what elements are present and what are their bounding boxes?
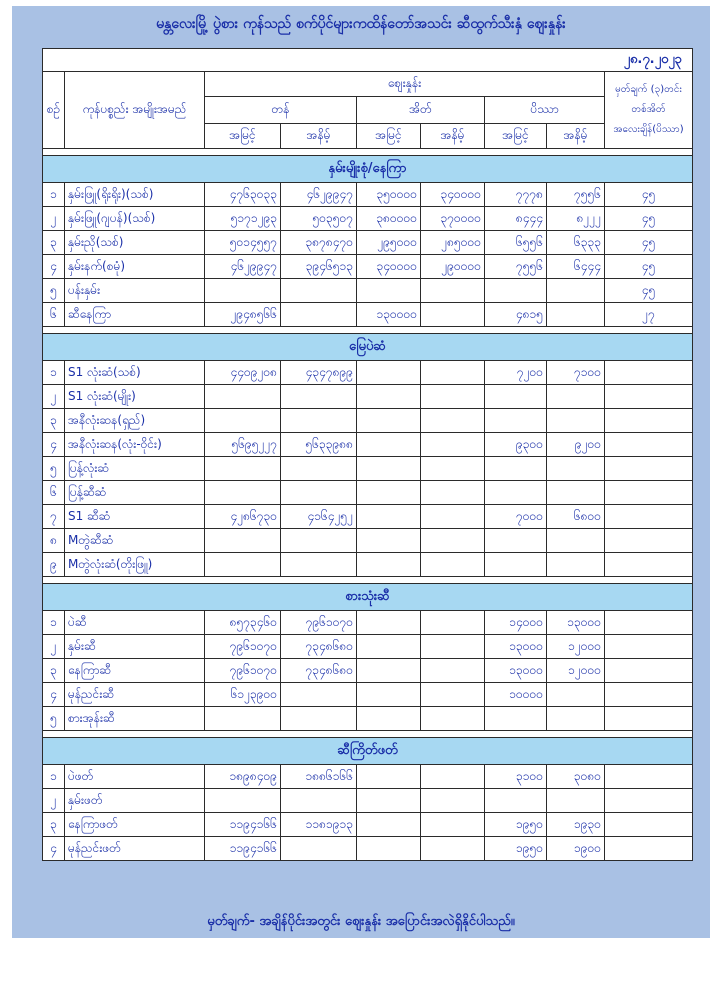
note-value (605, 765, 693, 789)
ton-low: ၃၉၄၆၅၁၃ (281, 255, 357, 279)
section-gap (43, 731, 693, 738)
bag-high (357, 361, 421, 385)
note-value (605, 553, 693, 577)
bag-high (357, 279, 421, 303)
bag-high (357, 707, 421, 731)
ton-header: တန် (205, 97, 357, 124)
bag-low (421, 813, 485, 837)
note-value (605, 611, 693, 635)
table-row (43, 505, 693, 529)
viss-low (547, 385, 605, 409)
section-gap (43, 327, 693, 334)
ton-high (205, 409, 281, 433)
bag-low (421, 385, 485, 409)
bag-low (421, 683, 485, 707)
viss-high: ၁၀၀၀၀ (485, 683, 547, 707)
viss-high (485, 457, 547, 481)
ton-high: ၅၆၉၅၂၂၇ (205, 433, 281, 457)
bag-low: ၃၄၀၀၀၀ (421, 183, 485, 207)
table-row (43, 231, 693, 255)
ton-low (281, 385, 357, 409)
viss-low: ၉၂၀၀ (547, 433, 605, 457)
viss-high: ၁၉၅၀ (485, 837, 547, 861)
item-name: နေကြာဖတ် (65, 813, 205, 837)
viss-high: ၁၄၀၀၀ (485, 611, 547, 635)
note-value (605, 361, 693, 385)
bag-low (421, 635, 485, 659)
bag-low (421, 837, 485, 861)
viss-low (547, 529, 605, 553)
viss-low (547, 789, 605, 813)
table-row (43, 683, 693, 707)
viss-high: ၇၇၇၈ (485, 183, 547, 207)
ton-high (205, 279, 281, 303)
ton-low: ၄၁၆၄၂၅၂ (281, 505, 357, 529)
row-index: ၂ (43, 635, 65, 659)
item-name: Mတွဲဆီဆံ (65, 529, 205, 553)
row-index: ၃ (43, 231, 65, 255)
ton-high: ၁၁၉၄၁၆၆ (205, 813, 281, 837)
item-name: Mတွဲလုံးဆံ(တိုးဖြူ) (65, 553, 205, 577)
table-row (43, 529, 693, 553)
bag-low-header: အနိမ့် (421, 124, 485, 149)
bag-high (357, 553, 421, 577)
bag-low (421, 611, 485, 635)
bag-high (357, 789, 421, 813)
table-row (43, 765, 693, 789)
bag-low (421, 279, 485, 303)
note-value (605, 385, 693, 409)
viss-low: ၆၃၃၃ (547, 231, 605, 255)
viss-low (547, 303, 605, 327)
ton-low: ၇၃၄၈၆၈၀ (281, 659, 357, 683)
ton-low (281, 529, 357, 553)
table-row (43, 481, 693, 505)
row-index: ၅ (43, 707, 65, 731)
row-index: ၉ (43, 553, 65, 577)
ton-low (281, 481, 357, 505)
table-row (43, 303, 693, 327)
note-value (605, 683, 693, 707)
section-gap (43, 577, 693, 584)
viss-low (547, 409, 605, 433)
row-index: ၈ (43, 529, 65, 553)
row-index: ၃ (43, 409, 65, 433)
ton-high (205, 457, 281, 481)
item-name: S1 လုံးဆံ(မျိုး) (65, 385, 205, 409)
row-index: ၅ (43, 279, 65, 303)
bag-high (357, 433, 421, 457)
table-row (43, 611, 693, 635)
bag-header: အိတ် (357, 97, 485, 124)
bag-high (357, 529, 421, 553)
bag-low (421, 361, 485, 385)
ton-high: ၄၄၀၉၂၀၈ (205, 361, 281, 385)
viss-high: ၇၀၀၀ (485, 505, 547, 529)
item-name: နှမ်းနက်(စမုံ) (65, 255, 205, 279)
bag-low: ၃၇၀၀၀၀ (421, 207, 485, 231)
viss-high: ၁၃၀၀၀ (485, 659, 547, 683)
price-sheet (12, 6, 710, 938)
bag-high (357, 659, 421, 683)
bag-high (357, 505, 421, 529)
ton-high (205, 553, 281, 577)
table-row (43, 707, 693, 731)
row-index: ၁ (43, 611, 65, 635)
price-table (42, 48, 693, 861)
note-value: ၄၅ (605, 231, 693, 255)
viss-low (547, 481, 605, 505)
bag-high (357, 765, 421, 789)
viss-low (547, 457, 605, 481)
section-header: မြေပဲဆံ (43, 334, 693, 361)
table-row (43, 385, 693, 409)
viss-low: ၃၀၈၀ (547, 765, 605, 789)
item-name: ပန်းနှမ်း (65, 279, 205, 303)
item-name: ပဲဖတ် (65, 765, 205, 789)
ton-low (281, 837, 357, 861)
row-index: ၁ (43, 765, 65, 789)
ton-low: ၃၈၇၈၄၇၀ (281, 231, 357, 255)
item-header: ကုန်ပစ္စည်း အမျိုးအမည် (65, 72, 205, 149)
item-name: စားအုန်းဆီ (65, 707, 205, 731)
item-name: နှမ်းဆီ (65, 635, 205, 659)
item-name: မုန်ညင်းဖတ် (65, 837, 205, 861)
ton-high: ၇၉၆၁၀၇၀ (205, 659, 281, 683)
item-name: နှမ်းဖြူ(ဂျပန်)(သစ်) (65, 207, 205, 231)
ton-low (281, 683, 357, 707)
viss-low (547, 279, 605, 303)
item-name: မုန်ညင်းဆီ (65, 683, 205, 707)
row-index: ၄ (43, 433, 65, 457)
ton-high (205, 789, 281, 813)
viss-header: ပိဿာ (485, 97, 605, 124)
note-value (605, 433, 693, 457)
bag-high: ၃၄၀၀၀၀ (357, 255, 421, 279)
note-value (605, 635, 693, 659)
ton-low (281, 409, 357, 433)
ton-low: ၇၃၄၈၆၈၀ (281, 635, 357, 659)
item-name: S1 ဆီဆံ (65, 505, 205, 529)
note-value (605, 789, 693, 813)
viss-high (485, 553, 547, 577)
row-index: ၁ (43, 361, 65, 385)
viss-high: ၈၄၄၄ (485, 207, 547, 231)
note-header: မှတ်ချက် (၃)တင်းတစ်အိတ် အလေးချိန်(ပိဿာ) (605, 72, 693, 149)
bag-high (357, 409, 421, 433)
table-row (43, 659, 693, 683)
ton-high (205, 385, 281, 409)
viss-high: ၇၅၅၆ (485, 255, 547, 279)
row-index: ၆ (43, 303, 65, 327)
ton-low: ၅၆၃၃၉၈၈ (281, 433, 357, 457)
bag-low (421, 765, 485, 789)
viss-low (547, 707, 605, 731)
viss-high: ၃၁၀၀ (485, 765, 547, 789)
item-name: အနီလုံးဆန(လုံး-ဝိုင်း) (65, 433, 205, 457)
row-index: ၅ (43, 457, 65, 481)
table-row (43, 183, 693, 207)
viss-high: ၇၂၀၀ (485, 361, 547, 385)
ton-low (281, 279, 357, 303)
ton-high: ၄၂၈၆၇၃၀ (205, 505, 281, 529)
row-index: ၄ (43, 837, 65, 861)
ton-high: ၅၁၇၁၂၉၃ (205, 207, 281, 231)
viss-high (485, 529, 547, 553)
viss-high (485, 707, 547, 731)
viss-low (547, 683, 605, 707)
note-value (605, 457, 693, 481)
note-value (605, 505, 693, 529)
bag-high: ၃၅၀၀၀၀ (357, 183, 421, 207)
table-row (43, 409, 693, 433)
viss-high (485, 409, 547, 433)
row-index: ၃ (43, 659, 65, 683)
viss-high: ၆၅၅၆ (485, 231, 547, 255)
ton-low (281, 457, 357, 481)
table-row (43, 789, 693, 813)
ton-high-header: အမြင့် (205, 124, 281, 149)
ton-high: ၇၉၆၁၀၇၀ (205, 635, 281, 659)
viss-low: ၁၃၀၀၀ (547, 611, 605, 635)
row-index: ၇ (43, 505, 65, 529)
table-row (43, 207, 693, 231)
viss-high (485, 385, 547, 409)
ton-low: ၁၁၈၁၉၁၃ (281, 813, 357, 837)
bag-high (357, 813, 421, 837)
table-row (43, 457, 693, 481)
bag-low (421, 707, 485, 731)
row-index: ၄ (43, 255, 65, 279)
table-row (43, 279, 693, 303)
ton-low-header: အနိမ့် (281, 124, 357, 149)
ton-high: ၆၁၂၃၉၀၀ (205, 683, 281, 707)
viss-low (547, 553, 605, 577)
bag-low (421, 481, 485, 505)
viss-low: ၁၉၃၀ (547, 813, 605, 837)
bag-high (357, 837, 421, 861)
ton-high (205, 481, 281, 505)
viss-low: ၆၄၄၄ (547, 255, 605, 279)
table-row (43, 433, 693, 457)
row-index: ၄ (43, 683, 65, 707)
ton-low (281, 553, 357, 577)
table-row (43, 361, 693, 385)
bag-high: ၁၃၀၀၀၀ (357, 303, 421, 327)
viss-high (485, 481, 547, 505)
viss-high: ၁၉၅၀ (485, 813, 547, 837)
note-value: ၂၇ (605, 303, 693, 327)
ton-low: ၇၉၆၁၀၇၀ (281, 611, 357, 635)
ton-high: ၄၆၂၉၉၄၇ (205, 255, 281, 279)
row-index: ၂ (43, 207, 65, 231)
viss-high: ၄၈၁၅ (485, 303, 547, 327)
price-header: ဈေးနှုန်း (205, 72, 605, 97)
note-value (605, 409, 693, 433)
ton-high: ၁၈၉၈၄၀၉ (205, 765, 281, 789)
ton-low: ၄၃၄၇၈၉၉ (281, 361, 357, 385)
bag-high (357, 635, 421, 659)
row-index: ၃ (43, 813, 65, 837)
bag-high (357, 457, 421, 481)
note-value: ၄၅ (605, 207, 693, 231)
ton-high (205, 707, 281, 731)
note-value (605, 529, 693, 553)
bag-high-header: အမြင့် (357, 124, 421, 149)
bag-high (357, 481, 421, 505)
index-header: စဉ် (43, 72, 65, 149)
viss-low: ၇၁၀၀ (547, 361, 605, 385)
note-value (605, 837, 693, 861)
note-value (605, 813, 693, 837)
bag-low (421, 789, 485, 813)
ton-high (205, 529, 281, 553)
ton-low (281, 707, 357, 731)
bag-high (357, 611, 421, 635)
ton-low: ၁၈၈၆၁၆၆ (281, 765, 357, 789)
section-gap (43, 149, 693, 156)
table-row (43, 813, 693, 837)
page-title: မန္တလေးမြို့ ပွဲစား ကုန်သည် စက်ပိုင်များကထိန်တော်အသင်း ဆီထွက်သီးနှံ ဈေးနှုန်း (156, 16, 566, 32)
ton-high: ၈၅၇၃၄၆၀ (205, 611, 281, 635)
bag-low: ၂၉၀၀၀၀ (421, 255, 485, 279)
viss-high: ၉၃၀၀ (485, 433, 547, 457)
viss-high (485, 789, 547, 813)
row-index: ၆ (43, 481, 65, 505)
note-value: ၄၅ (605, 279, 693, 303)
item-name: နေကြာဆီ (65, 659, 205, 683)
note-value (605, 659, 693, 683)
viss-low: ၁၂၀၀၀ (547, 659, 605, 683)
item-name: ဆီနေကြာ (65, 303, 205, 327)
bag-low (421, 659, 485, 683)
bag-high: ၃၈၀၀၀၀ (357, 207, 421, 231)
viss-low: ၆၈၀၀ (547, 505, 605, 529)
ton-low (281, 303, 357, 327)
ton-low (281, 789, 357, 813)
bag-high (357, 385, 421, 409)
viss-high: ၁၃၀၀၀ (485, 635, 547, 659)
viss-low-header: အနိမ့် (547, 124, 605, 149)
item-name: ပြန့်ဆီဆံ (65, 481, 205, 505)
bag-low (421, 303, 485, 327)
viss-high (485, 279, 547, 303)
bag-high: ၂၉၅၀၀၀ (357, 231, 421, 255)
ton-low: ၄၆၂၉၉၄၇ (281, 183, 357, 207)
note-value: ၄၅ (605, 183, 693, 207)
bag-high (357, 683, 421, 707)
item-name: ပဲဆီ (65, 611, 205, 635)
note-value: ၄၅ (605, 255, 693, 279)
note-value (605, 481, 693, 505)
section-header: နှမ်းမျိုးစုံ/နေကြာ (43, 156, 693, 183)
item-name: နှမ်းဖတ် (65, 789, 205, 813)
ton-high: ၅၀၁၄၅၅၇ (205, 231, 281, 255)
item-name: ပြန့်လုံးဆံ (65, 457, 205, 481)
bag-low (421, 505, 485, 529)
item-name: S1 လုံးဆံ(သစ်) (65, 361, 205, 385)
bag-low (421, 409, 485, 433)
row-index: ၂ (43, 385, 65, 409)
table-row (43, 553, 693, 577)
section-header: စားသုံးဆီ (43, 584, 693, 611)
ton-low: ၅၀၃၅၀၇ (281, 207, 357, 231)
viss-low: ၇၅၅၆ (547, 183, 605, 207)
note-value (605, 707, 693, 731)
item-name: နှမ်းဖြူ(ရိုးရိုး)(သစ်) (65, 183, 205, 207)
row-index: ၂ (43, 789, 65, 813)
section-header: ဆီကြိတ်ဖတ် (43, 738, 693, 765)
table-row (43, 635, 693, 659)
bag-low (421, 529, 485, 553)
viss-low: ၁၂၀၀၀ (547, 635, 605, 659)
viss-low: ၈၂၂၂ (547, 207, 605, 231)
bag-low: ၂၈၅၀၀၀ (421, 231, 485, 255)
footer-note: မှတ်ချက်- အချိန်ပိုင်းအတွင်း ဈေးနှုန်း အပြောင်းအလဲရှိနိုင်ပါသည်။ (207, 914, 515, 929)
viss-high-header: အမြင့် (485, 124, 547, 149)
ton-high: ၄၇၆၃၀၃၃ (205, 183, 281, 207)
date-label: ၂၈.၇.၂၀၂၃ (43, 49, 693, 72)
bag-low (421, 457, 485, 481)
bag-low (421, 433, 485, 457)
item-name: နှမ်းညို(သစ်) (65, 231, 205, 255)
table-row (43, 255, 693, 279)
table-row (43, 837, 693, 861)
viss-low: ၁၉၀၀ (547, 837, 605, 861)
bag-low (421, 553, 485, 577)
ton-high: ၂၉၄၈၅၆၆ (205, 303, 281, 327)
row-index: ၁ (43, 183, 65, 207)
ton-high: ၁၁၉၄၁၆၆ (205, 837, 281, 861)
item-name: အနီလုံးဆန(ရှည်) (65, 409, 205, 433)
